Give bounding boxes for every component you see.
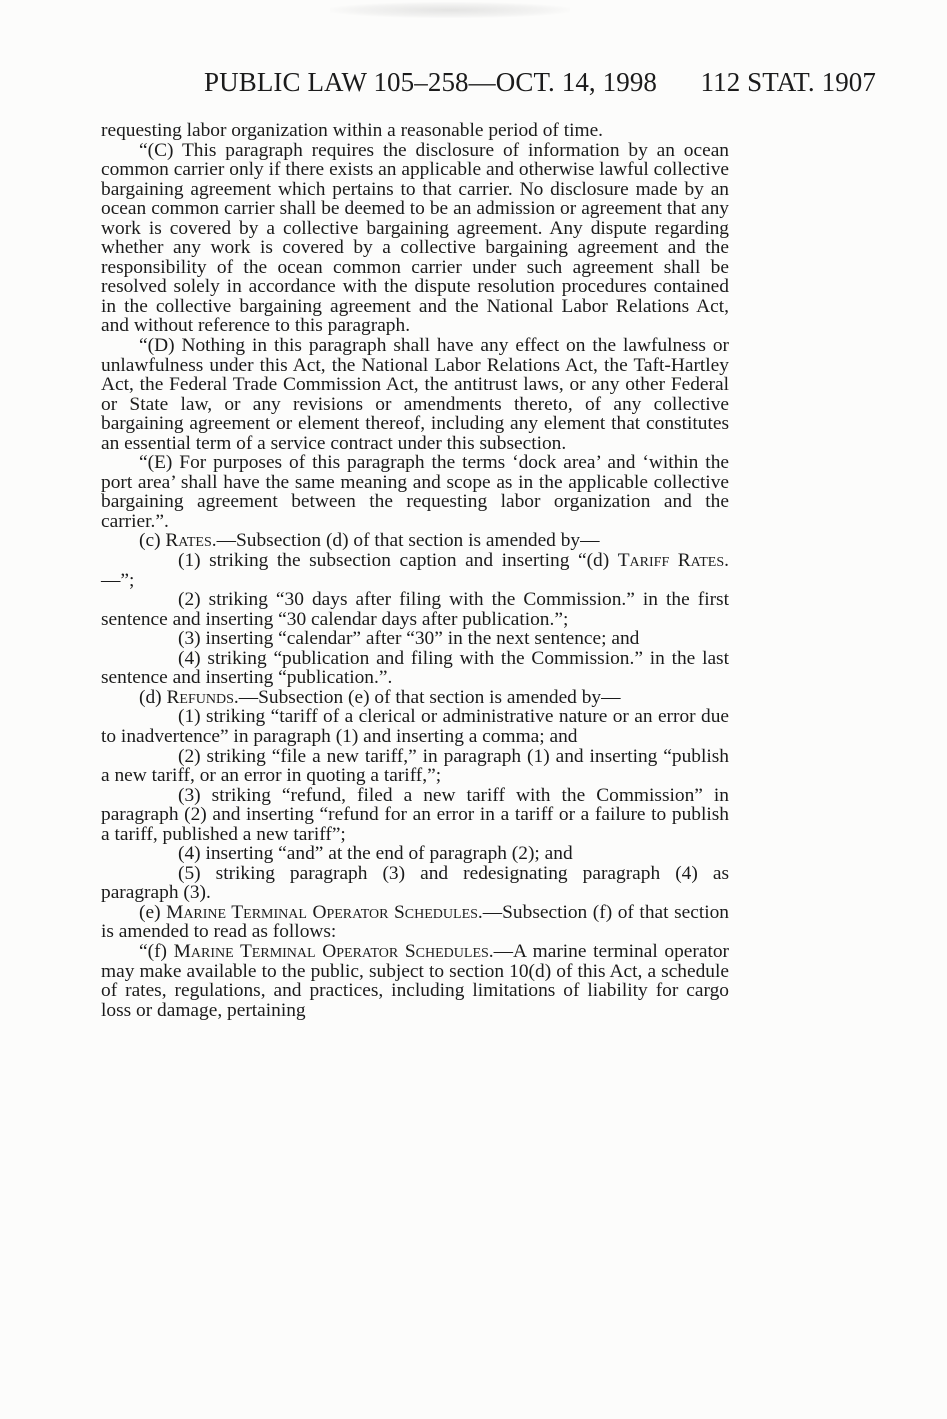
subparagraph-e: “(E) For purposes of this paragraph the terms ‘dock area’ and ‘within the port area’ shall have the same meaning and scope as in the applicable collective bargaining agreement between the requesting labor organization and the carrier.”. [101,452,729,532]
running-header [204,62,876,102]
section-c-caption: Rates [165,530,212,552]
section-c-label: (c) [139,530,166,552]
header-page-citation: 112 STAT. 1907 [700,67,876,97]
section-c-rates [101,531,729,551]
section-e-schedules [101,903,729,942]
header-law-citation: PUBLIC LAW 105–258—OCT. 14, 1998 [204,67,658,97]
section-d-text: .—Subsection (e) of that section is amended by— [233,686,621,708]
clause-d2: (2) striking “file a new tariff,” in paragraph (1) and inserting “publish a new tariff, or an error in quoting a tariff,”; [101,745,729,787]
subparagraph-c: “(C) This paragraph requires the disclosure of information by an ocean common carrier only if there exists an applicable and otherwise lawful collective bargaining agreement which pertains to that carrier. No disclosure made by an ocean common carrier shall be deemed to be an admission or agreement that any work is covered by a collective bargaining agreement. Any dispute regarding whether any work is covered by a collective bargaining agreement and the responsibility of the ocean common carrier under such agreement shall be resolved solely in accordance with the dispute resolution procedures contained in the collective bargaining agreement and the National Labor Relations Act, and without reference to this paragraph. [101,139,729,337]
section-d-label: (d) [139,686,167,708]
clause-c1 [101,551,729,590]
clause-c3: (3) inserting “calendar” after “30” in the next sentence; and [178,628,640,650]
body-text [101,121,729,1020]
clause-c1-caption: Tariff Rates [617,550,725,572]
section-e-caption: Marine Terminal Operator Schedules [166,901,478,923]
subsection-f-open: “(f) [139,940,174,962]
section-e-text: .—Subsection (f) of that section is amended to read as follows: [101,901,729,943]
section-c-text: .—Subsection (d) of that section is amended by— [211,530,600,552]
clause-d3: (3) striking “refund, filed a new tariff with the Commission” in paragraph (2) and inserting “refund for an error in a tariff or a failure to publish a tariff, published a new tariff”; [101,784,729,845]
clause-d4: (4) inserting “and” at the end of paragraph (2); and [178,843,573,865]
section-d-caption: Refunds [166,686,234,708]
subsection-f-text [101,942,729,1020]
clause-d5: (5) striking paragraph (3) and redesignating paragraph (4) as paragraph (3). [101,862,729,904]
clause-d1: (1) striking “tariff of a clerical or administrative nature or an error due to inadvertence” in paragraph (1) and inserting a comma; and [101,706,729,747]
section-e-label: (e) [139,901,167,923]
clause-c1-end: .—”; [101,550,729,591]
clause-c1-text: (1) striking the subsection caption and inserting “(d) [178,550,618,572]
clause-c2: (2) striking “30 days after filing with the Commission.” in the first sentence and inserting “30 calendar days after publication.”; [101,589,729,630]
subsection-f-caption: Marine Terminal Operator Schedules [173,940,489,962]
subsection-f-body: .—A marine terminal operator may make available to the public, subject to section 10(d) of this Act, a schedule of rates, regulations, and practices, including limitations of liability for cargo loss or damage, pertaining [101,940,730,1021]
scan-artifact [330,2,570,18]
section-d-refunds [101,688,729,708]
paragraph-continuation: requesting labor organization within a reasonable period of time. [101,120,604,141]
subparagraph-d: “(D) Nothing in this paragraph shall have any effect on the lawfulness or unlawfulness under this Act, the National Labor Relations Act, the Taft-Hartley Act, the Federal Trade Commission Act, the antitrust laws, or any other Federal or State law, or any revisions or amendments thereto, of any collective bargaining agreement or element thereof, including any element that constitutes an essential term of a service contract under this subsection. [101,335,729,454]
clause-c4: (4) striking “publication and filing with the Commission.” in the last sentence and inserting “publication.”. [101,647,729,689]
